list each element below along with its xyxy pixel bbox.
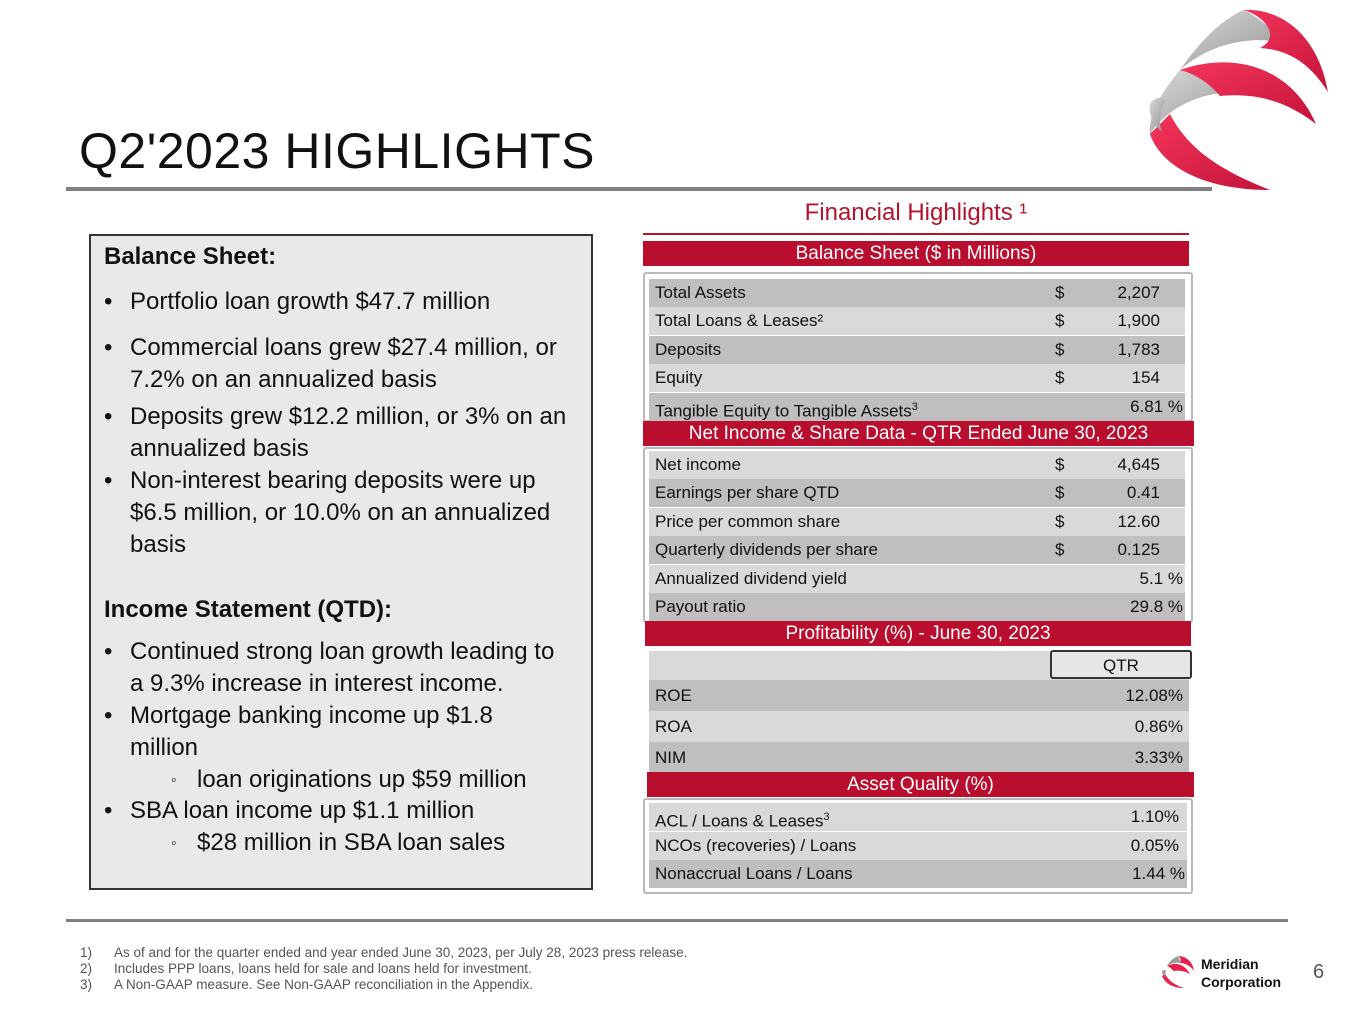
sub-list-item: ◦ loan originations up $59 million [171, 764, 527, 797]
list-item: • Commercial loans grew $27.4 million, or 7.2% on an annualized basis [104, 334, 557, 393]
qtr-column-header: QTR [1050, 650, 1192, 679]
table-row: NIM 3.33% [649, 742, 1189, 773]
bullet-icon: • [104, 797, 113, 824]
table-row: Total Loans & Leases² $ 1,900 [649, 307, 1185, 335]
balance-sheet-heading: Balance Sheet: [104, 243, 277, 270]
table-row: Tangible Equity to Tangible Assets$^3$ 6.81 % [649, 393, 1185, 421]
page-title: Q2'2023 HIGHLIGHTS [79, 123, 595, 179]
asset-quality-header: Asset Quality (%) [647, 772, 1194, 797]
list-item: • Mortgage banking income up $1.8 million [104, 702, 493, 761]
page-number: 6 [1313, 961, 1325, 983]
table-row: Price per common share $ 12.60 [649, 508, 1185, 536]
balance-sheet-header: Balance Sheet ($ in Millions) [643, 241, 1189, 266]
table-row: Net income $ 4,645 [649, 451, 1185, 479]
table-row: Total Assets $ 2,207 [649, 279, 1185, 307]
sub-bullet-icon: ◦ [171, 771, 177, 789]
sub-list-item: ◦ $28 million in SBA loan sales [171, 827, 505, 860]
table-row: Deposits $ 1,783 [649, 336, 1185, 364]
table-row: Equity $ 154 [649, 364, 1185, 392]
profitability-header: Profitability (%) - June 30, 2023 [645, 621, 1191, 646]
footnote: 3) A Non-GAAP measure. See Non-GAAP reconciliation in the Appendix. [80, 977, 533, 992]
meridian-logo-large [1140, 4, 1336, 194]
financial-highlights-title: Financial Highlights ¹ [804, 199, 1028, 226]
list-item: • Deposits grew $12.2 million, or 3% on an annualized basis [104, 403, 567, 462]
table-row: Annualized dividend yield 5.1 % [649, 565, 1185, 593]
bullet-icon: • [104, 288, 113, 315]
sub-bullet-icon: ◦ [171, 834, 177, 852]
table-row: ROE 12.08% [649, 680, 1189, 711]
net-income-header: Net Income & Share Data - QTR Ended June 30, 2023 [643, 421, 1194, 446]
footer-divider [66, 919, 1288, 922]
bullet-icon: • [104, 638, 113, 665]
table-row: Payout ratio 29.8 % [649, 593, 1185, 621]
bullet-icon: • [104, 702, 113, 729]
list-item: • SBA loan income up $1.1 million [104, 795, 574, 827]
bullet-icon: • [104, 334, 113, 361]
bullet-icon: • [104, 467, 113, 494]
table-row: ROA 0.86% [649, 711, 1189, 742]
highlights-panel [89, 234, 593, 890]
company-name: Meridian Corporation [1201, 956, 1282, 990]
table-row: NCOs (recoveries) / Loans 0.05% [649, 832, 1187, 860]
income-statement-heading: Income Statement (QTD): [104, 596, 393, 623]
footnote: 2) Includes PPP loans, loans held for sale and loans held for investment. [80, 961, 532, 976]
list-item: • Continued strong loan growth leading to a 9.3% increase in interest income. [104, 638, 555, 697]
footnote: 1) As of and for the quarter ended and year ended June 30, 2023, per July 28, 2023 press release. [80, 945, 688, 960]
meridian-logo-small [1160, 954, 1196, 990]
table-row: Nonaccrual Loans / Loans 1.44 % [649, 860, 1187, 888]
table-row: ACL / Loans & Leases$^3$ 1.10% [649, 803, 1187, 831]
table-row: Earnings per share QTD $ 0.41 [649, 479, 1185, 507]
bullet-icon: • [104, 403, 113, 430]
title-divider [66, 187, 1212, 191]
table-row: Quarterly dividends per share $ 0.125 [649, 536, 1185, 564]
financial-title-divider [643, 233, 1189, 235]
list-item: • Portfolio loan growth $47.7 million [104, 286, 574, 318]
list-item: • Non-interest bearing deposits were up $6.5 million, or 10.0% on an annualized basis [104, 467, 551, 558]
